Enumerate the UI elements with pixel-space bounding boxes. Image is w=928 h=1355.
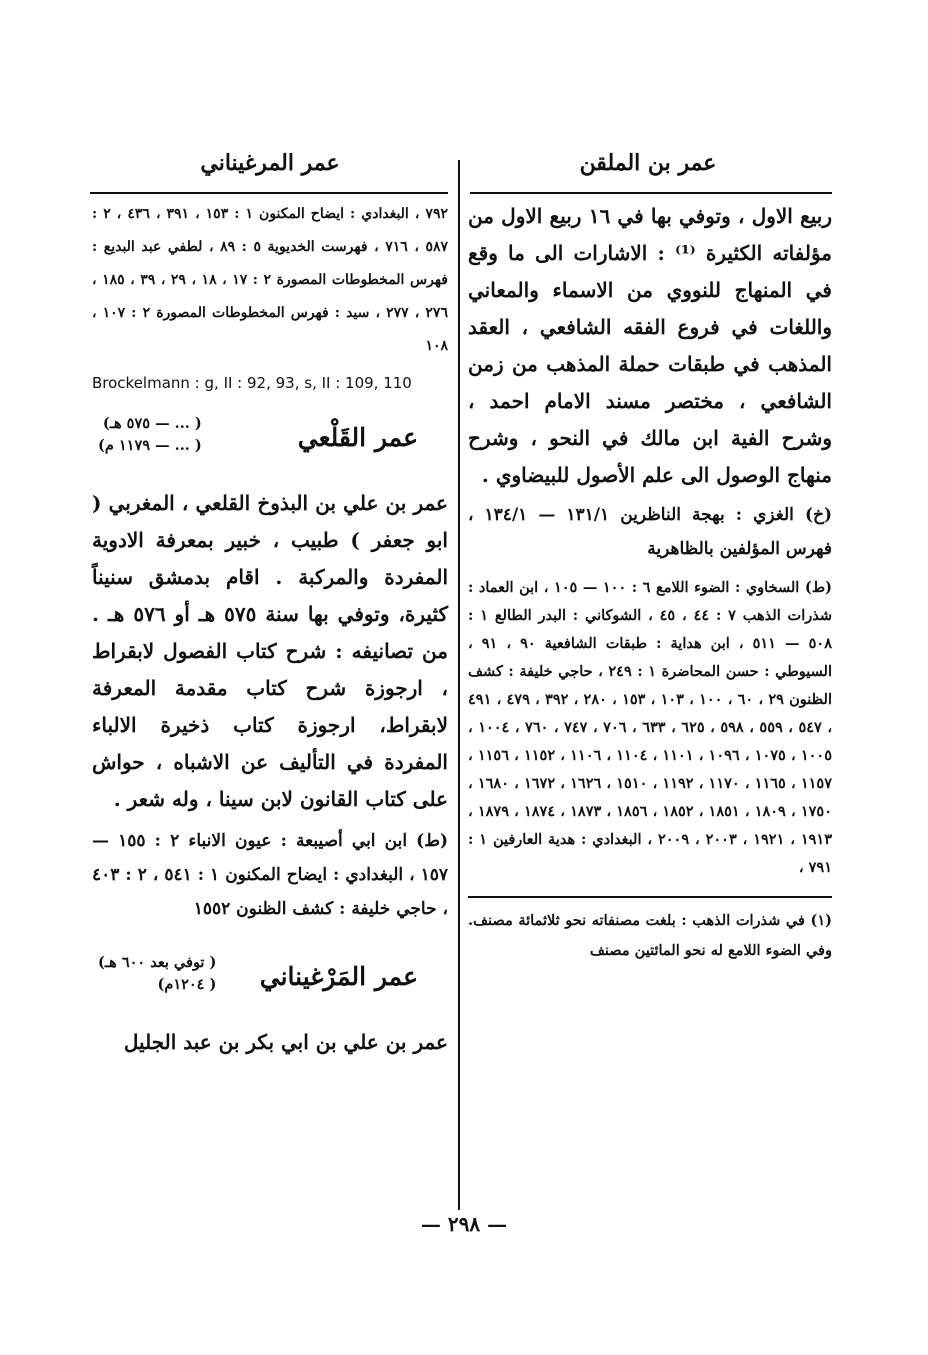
previous-entry-refs: ٧٩٢ ، البغدادي : ايضاح المكنون ١ : ١٥٣ ، ٣٩١ ، ٤٣٦ ، ٢ : ٥٨٧ ، ٧١٦ ، فهرست الخديوية ٥ : ٨٩ ، لطفي عبد البديع : فهرس المخطوطات المصورة ٢ : ١٧ ، ١٨ ، ٢٩ ، ٣٩ ، ١٨٥ ، ٢٧٦ ، ٢٧٧ ، سيد : فهرس المخطوطات المصورة ٢ : ١٠٧ ، ١٠٨ (92, 206, 448, 354)
footnote-separator (468, 896, 832, 898)
ibn-mulaqqin-body: ربيع الاول ، وتوفي بها في ١٦ ربيع الاول من مؤلفاته الكثيرة ⁽¹⁾ : الاشارات الى ما وقع في المنهاج للنووي من الاسماء والمعاني واللغات في فروع الفقه الشافعي ، العقد المذهب في طبقات حملة المذهب من زمن الشافعي ، مختصر مسند الامام احمد ، وشرح الفية ابن مالك في النحو ، وشرح منهاج الوصول الى علم الأصول للبيضاوي . (468, 204, 832, 487)
brockelmann-ref: Brockelmann : g, II : 92, 93, s, II : 109, 110 (92, 374, 412, 392)
ibn-mulaqqin-manuscript-refs: (خ) الغزي : بهجة الناظرين ١٣١/١ — ١٣٤/١ ، فهرس المؤلفين بالظاهرية (468, 505, 833, 559)
entry-dates-qalai (98, 413, 202, 457)
running-header-right: عمر بن الملقن (579, 150, 717, 176)
entry-refs-qalai: (ط) ابن ابي أصيبعة : عيون الانباء ٢ : ١٥٥ — ١٥٧ ، البغدادي : ايضاح المكنون ١ : ٥٤١ ، ٢ : ٤٠٣ ، حاجي خليفة : كشف الظنون ١٥٥٢ (92, 831, 448, 919)
entry-title-marghinani: عمر المَرْغيناني (259, 962, 418, 991)
running-header-left: عمر المرغيناني (200, 150, 340, 176)
left-column (92, 198, 448, 1061)
footnote-1: (١) في شذرات الذهب : بلغت مصنفاته نحو ثلاثمائة مصنف. وفي الضوء اللامع له نحو المائتين مصنف (468, 912, 832, 959)
right-column (468, 198, 832, 966)
entry-header-marghinani (92, 952, 448, 1014)
entry-title-qalai: عمر القَلْعي (297, 423, 418, 452)
date-hijri: ( ... — ٥٧٥ هـ) (102, 415, 202, 432)
entry-header-qalai (92, 413, 448, 475)
header-rule-right (470, 192, 832, 194)
entry-body-marghinani: عمر بن علي بن ابي بكر بن عبد الجليل (123, 1030, 448, 1054)
date-hijri: ( توفي بعد ٦٠٠ هـ) (98, 954, 217, 971)
ibn-mulaqqin-printed-refs: (ط) السخاوي : الضوء اللامع ٦ : ١٠٠ — ١٠٥ ، ابن العماد : شذرات الذهب ٧ : ٤٤ ، ٤٥ ، الشوكاني : البدر الطالع ١ : ٥٠٨ — ٥١١ ، ابن هداية : طبقات الشافعية ٩٠ ، ٩١ ، السيوطي : حسن المحاضرة ١ : ٢٤٩ ، حاجي خليفة : كشف الظنون ٢٩ ، ٦٠ ، ١٠٠ ، ١٠٣ ، ١٥٣ ، ٢٨٠ ، ٣٩٢ ، ٤٧٩ ، ٤٩١ ، ٥٤٧ ، ٥٥٩ ، ٥٩٨ ، ٦٢٥ ، ٦٣٣ ، ٧٠٦ ، ٧٤٧ ، ٧٦٠ ، ١٠٠٤ ، ١٠٠٥ ، ١٠٧٥ ، ١٠٩٦ ، ١١٠١ ، ١١٠٤ ، ١١٠٦ ، ١١٥٢ ، ١١٥٦ ، ١١٥٧ ، ١١٦٥ ، ١١٧٠ ، ١١٩٢ ، ١٥١٠ ، ١٦٢٦ ، ١٦٧٢ ، ١٦٨٠ ، ١٧٥٠ ، ١٨٠٩ ، ١٨٥١ ، ١٨٥٢ ، ١٨٥٦ ، ١٨٧٣ ، ١٨٧٤ ، ١٨٧٩ ، ١٩١٣ ، ١٩٢١ ، ٢٠٠٣ ، ٢٠٠٩ ، البغدادي : هدية العارفين ١ : ٧٩١ ، (468, 579, 833, 876)
page-number: — ٢٩٨ — (420, 1212, 508, 1236)
entry-body-qalai: عمر بن علي بن البذوخ القلعي ، المغربي ( ابو جعفر ) طبيب ، خبير بمعرفة الادوية المفردة والمركبة . اقام بدمشق سنيناً كثيرة، وتوفي بها سنة ٥٧٥ هـ أو ٥٧٦ هـ . من تصانيفه : شرح كتاب الفصول لابقراط ، ارجوزة شرح كتاب مقدمة المعرفة لابقراط، ارجوزة كتاب ذخيرة الالباء المفردة في التأليف عن الاشباه ، حواش على كتاب القانون لابن سينا ، وله شعر . (92, 491, 449, 811)
entry-dates-marghinani (98, 952, 216, 996)
date-gregorian: ( ١٢٠٤م) (157, 976, 217, 993)
column-divider (458, 160, 460, 1210)
header-rule-left (90, 192, 448, 194)
date-gregorian: ( ... — ١١٧٩ م) (98, 437, 202, 454)
